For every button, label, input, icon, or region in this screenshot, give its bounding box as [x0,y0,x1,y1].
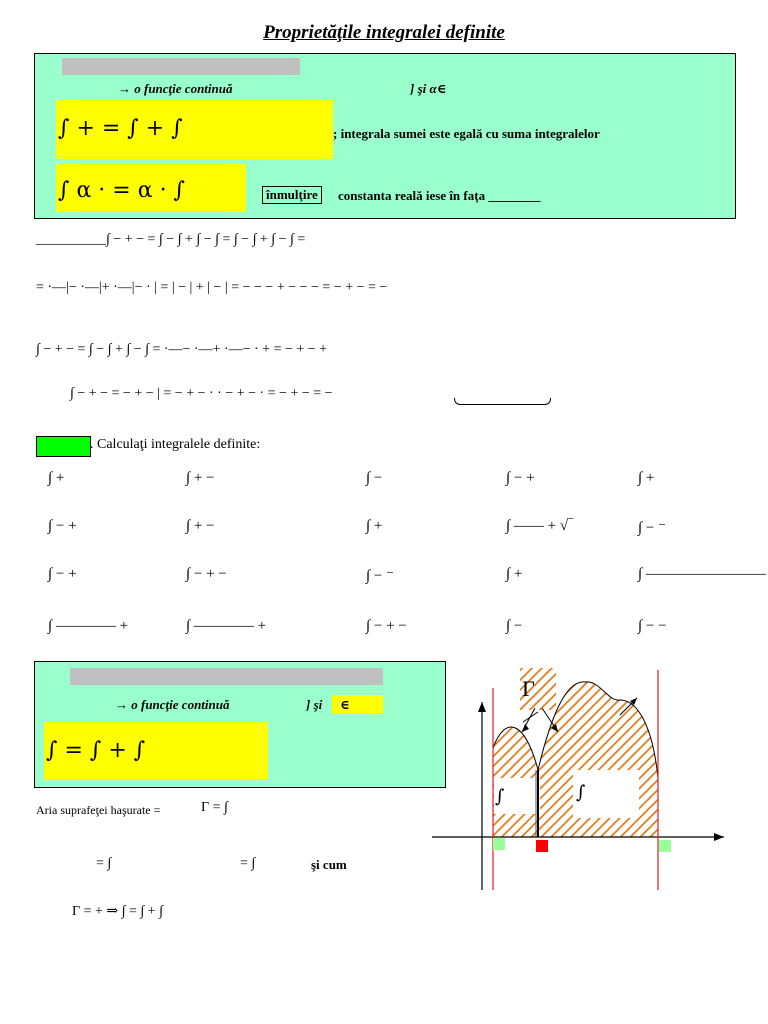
area-label: Aria suprafeţei haşurate = [36,803,161,817]
exercise-item: ∫ − + − [186,566,227,582]
worked-line-1: __________∫ − + − = ∫ − ∫ + ∫ − ∫ = ∫ − ∫ + ∫ − ∫ = [36,232,306,247]
additivity-formula: ∫ = ∫ + ∫ [46,738,146,763]
area-row-2b: = ∫ [240,856,256,871]
in-symbol: ∈ [340,697,350,712]
worked-line-3: ∫ − + − = ∫ − ∫ + ∫ − ∫ = ·—− ·—+ ·—− · + = − + − + [36,342,328,357]
gray-header-bar [62,58,300,75]
worked-line-4: ∫ − + − = − + − | = − + − · · − + − · = − + − = − [70,386,333,401]
scalar-formula-note: constanta reală iese în faţa ________ [338,188,541,203]
page-title: Proprietăţile integralei definite [263,22,505,43]
exercise-item: ∫ − + [48,518,77,534]
exercise-item: ∫ − − [638,618,667,634]
area-row-3: Γ = + ⇒ ∫ = ∫ + ∫ [72,904,163,919]
continuous-function-text: → o funcţie continuă [118,81,233,96]
exercise-item: ∫ + [506,566,523,582]
exercise-marker [36,436,91,457]
exercise-item: ∫ + [366,518,383,534]
area-row-2c: şi cum [311,857,347,872]
exercise-item: ∫ ———————— [638,566,766,582]
sum-formula-note: ; integrala sumei este egală cu suma integralelor [333,126,600,141]
exercise-item: ∫ —— + √‾ [506,518,574,534]
continuous-function-text-2: → o funcţie continuă [115,697,230,712]
scalar-formula: ∫ α · = α · ∫ [58,178,186,203]
exercise-item: ∫ ———— + [186,618,267,634]
gray-header-bar-2 [70,668,383,685]
area-row-2a: = ∫ [96,856,112,871]
alpha-condition-text: ] şi α∈ [410,81,447,96]
exercise-item: ∫ + − [186,518,215,534]
gamma-equation: Γ = ∫ [201,800,228,815]
figure-int-left: ∫ [495,786,505,807]
figure-gamma: Γ [522,676,535,701]
exercise-item: ∫ + − [186,470,215,486]
worked-line-2: = ·—|− ·—|+ ·—|− · | = | − | + | − | = − − − + − − − = − + − = − [36,280,388,295]
exercise-label: . Calculaţi integralele definite: [90,437,261,452]
exercise-item: ∫ − [366,470,383,486]
exercise-item: ∫ + [638,470,655,486]
multiplication-keyword: înmulţire [262,186,322,204]
exercise-item: ∫ − + − [366,618,407,634]
exercise-item: ∫ − + [48,566,77,582]
exercise-item: ∫ − + [506,470,535,486]
exercise-item: ∫ − ⁻ [638,520,666,536]
exercise-item: ∫ ———— + [48,618,129,634]
c-condition-text: ] şi [306,697,323,712]
sum-formula: ∫ + = ∫ + ∫ [58,116,183,141]
exercise-item: ∫ − [506,618,523,634]
exercise-item: ∫ − ⁻ [366,568,394,584]
underbrace [454,398,551,405]
figure-int-right: ∫ [576,782,586,803]
exercise-item: ∫ + [48,470,65,486]
area-figure [430,660,730,900]
